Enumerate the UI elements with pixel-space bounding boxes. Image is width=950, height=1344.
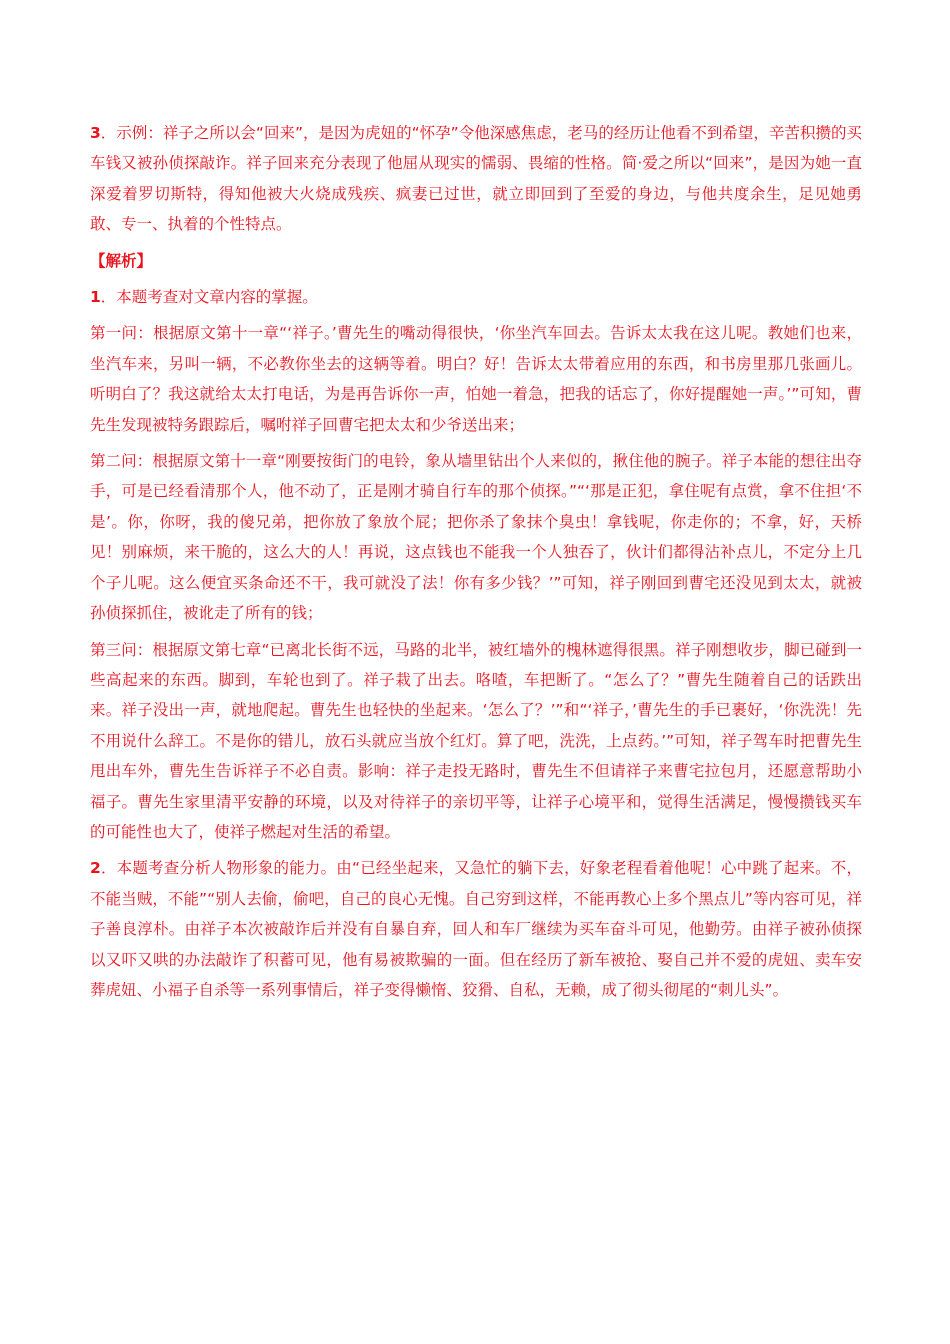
item-2-paragraph xyxy=(90,853,862,1005)
item-2-number: 2 xyxy=(90,859,101,878)
answer-3-paragraph xyxy=(90,118,862,240)
item-1-number: 1 xyxy=(90,288,101,307)
question-1-paragraph: 第一问：根据原文第十一章“‘祥子。’曹先生的嘴动得很快，‘你坐汽车回去。告诉太太我在这儿呢。教她们也来，坐汽车来，另叫一辆，不必教你坐去的这辆等着。明白？好！告诉太太带着应用的东西，和书房里那几张画儿。听明白了？我这就给太太打电话，为是再告诉你一声，怕她一着急，把我的话忘了，你好提醒她一声。’”可知，曹先生发现被特务跟踪后，嘱咐祥子回曹宅把太太和少爷送出来； xyxy=(90,324,862,434)
question-2-paragraph: 第二问：根据原文第十一章“刚要按街门的电铃，象从墙里钻出个人来似的，揪住他的腕子。祥子本能的想往出夺手，可是已经看清那个人，他不动了，正是刚才骑自行车的那个侦探。”“‘那是正犯，拿住呢有点赏，拿不住担‘不是’。你，你呀，我的傻兄弟，把你放了象放个屁；把你杀了象抹个臭虫！拿钱呢，你走你的；不拿，好，天桥见！别麻烦，来干脆的，这么大的人！再说，这点钱也不能我一个人独吞了，伙计们都得沾补点儿，不定分上几个子儿呢。这么便宜买条命还不干，我可就没了法！你有多少钱？’”可知，祥子刚回到曹宅还没见到太太，就被孙侦探抓住，被讹走了所有的钱； xyxy=(90,452,862,623)
answer-3-text: ．示例：祥子之所以会“回来”，是因为虎妞的“怀孕”令他深感焦虑，老马的经历让他看不到希望，辛苦积攒的买车钱又被孙侦探敲诈。祥子回来充分表现了他屈从现实的懦弱、畏缩的性格。简·爱之所以“回来”，是因为她一直深爱着罗切斯特，得知他被大火烧成残疾、疯妻已过世，就立即回到了至爱的身边，与他共度余生，足见她勇敢、专一、执着的个性特点。 xyxy=(90,124,862,234)
answer-3-number: 3 xyxy=(90,124,101,142)
item-2-text: ．本题考查分析人物形象的能力。由“已经坐起来，又急忙的躺下去，好象老程看着他呢！心中跳了起来。不，不能当贼，不能”“别人去偷，偷吧，自己的良心无愧。自己穷到这样，不能再教心上多个黑点儿”等内容可见，祥子善良淳朴。由祥子本次被敲诈后并没有自暴自弃，回人和车厂继续为买车奋斗可见，他勤劳。由祥子被孙侦探以又吓又哄的办法敲诈了积蓄可见，他有易被欺骗的一面。但在经历了新车被抢、娶自己并不爱的虎妞、卖车安葬虎妞、小福子自杀等一系列事情后，祥子变得懒惰、狡猾、自私，无赖，成了彻头彻尾的“刺儿头”。 xyxy=(90,859,862,999)
question-3-paragraph: 第三问：根据原文第七章“已离北长街不远，马路的北半，被红墙外的槐林遮得很黑。祥子刚想收步，脚已碰到一些高起来的东西。脚到，车轮也到了。祥子栽了出去。咯喳，车把断了。“怎么了？”曹先生随着自己的话跌出来。祥子没出一声，就地爬起。曹先生也轻快的坐起来。‘怎么了？’”和“‘祥子，’曹先生的手已裹好，‘你洗洗！先不用说什么辞工。不是你的错儿，放石头就应当放个红灯。算了吧，洗洗，上点药。’”可知，祥子驾车时把曹先生甩出车外，曹先生告诉祥子不必自责。影响：祥子走投无路时，曹先生不但请祥子来曹宅拉包月，还愿意帮助小福子。曹先生家里清平安静的环境，以及对待祥子的亲切平等，让祥子心境平和，觉得生活满足，慢慢攒钱买车的可能性也大了，使祥子燃起对生活的希望。 xyxy=(90,640,862,841)
item-1-text: ．本题考查对文章内容的掌握。 xyxy=(100,288,318,307)
item-1-paragraph xyxy=(90,282,862,312)
analysis-heading: 【解析】 xyxy=(90,251,153,270)
document-body xyxy=(90,118,862,1011)
